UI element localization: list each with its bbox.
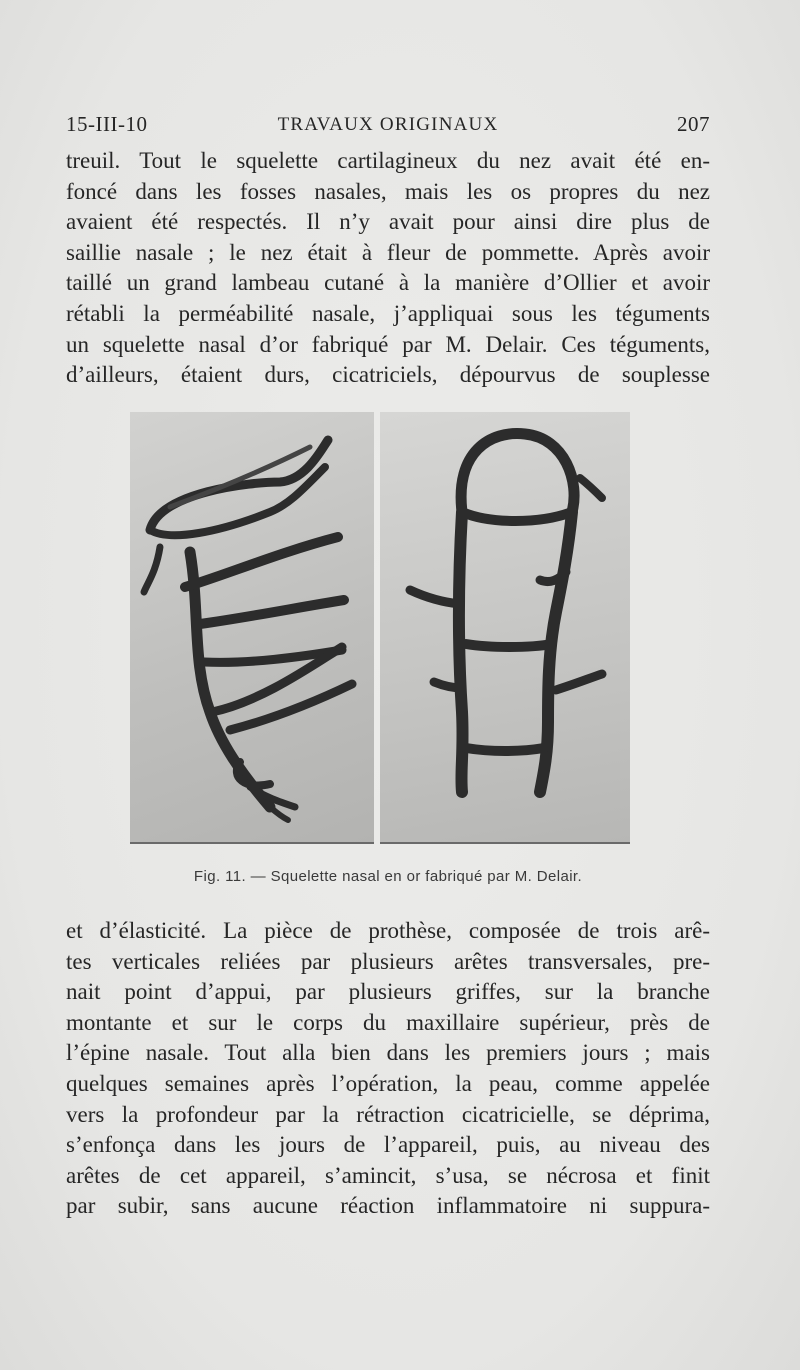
photo-side-view [130, 412, 374, 844]
text-line: tes verticales reliées par plusieurs arêtes transversales, pre- [66, 948, 710, 974]
text-line: l’épine nasale. Tout alla bien dans les premiers jours ; mais [66, 1040, 710, 1066]
text-line: rétabli la perméabilité nasale, j’appliquai sous les téguments [66, 300, 710, 326]
photo-front-view [380, 412, 630, 844]
nasal-skeleton-side-illustration [130, 412, 374, 842]
text-line: arêtes de cet appareil, s’amincit, s’usa, se nécrosa et finit [66, 1162, 710, 1188]
text-line: saillie nasale ; le nez était à fleur de pommette. Après avoir [66, 239, 710, 265]
nasal-skeleton-front-illustration [380, 412, 630, 842]
text-line: taillé un grand lambeau cutané à la manière d’Ollier et avoir [66, 270, 710, 296]
text-line: un squelette nasal d’or fabriqué par M. Delair. Ces téguments, [66, 331, 710, 357]
text-line: par subir, sans aucune réaction inflammatoire ni suppura- [66, 1193, 710, 1219]
page-number: 207 [677, 112, 710, 136]
text-line: s’enfonça dans les jours de l’appareil, puis, au niveau des [66, 1132, 710, 1158]
text-line: foncé dans les fosses nasales, mais les os propres du nez [66, 178, 710, 204]
body-text-bottom [66, 916, 710, 1222]
text-line: quelques semaines après l’opération, la peau, comme appelée [66, 1070, 710, 1096]
body-text-top [66, 146, 710, 391]
text-line: avaient été respectés. Il n’y avait pour ainsi dire plus de [66, 209, 710, 235]
figure-photographs [130, 412, 630, 844]
text-line: treuil. Tout le squelette cartilagineux du nez avait été en- [66, 148, 710, 173]
running-head [66, 112, 710, 142]
text-line: montante et sur le corps du maxillaire supérieur, près de [66, 1009, 710, 1035]
running-head-title: TRAVAUX ORIGINAUX [277, 114, 499, 135]
running-head-date: 15-III-10 [66, 112, 148, 136]
text-line: vers la profondeur par la rétraction cicatricielle, se déprima, [66, 1101, 710, 1127]
text-line: et d’élasticité. La pièce de prothèse, composée de trois arê- [66, 918, 710, 943]
figure-caption: Fig. 11. — Squelette nasal en or fabriqué par M. Delair. [193, 868, 583, 885]
text-line: d’ailleurs, étaient durs, cicatriciels, dépourvus de souplesse [66, 362, 710, 388]
text-line: nait point d’appui, par plusieurs griffes, sur la branche [66, 979, 710, 1005]
